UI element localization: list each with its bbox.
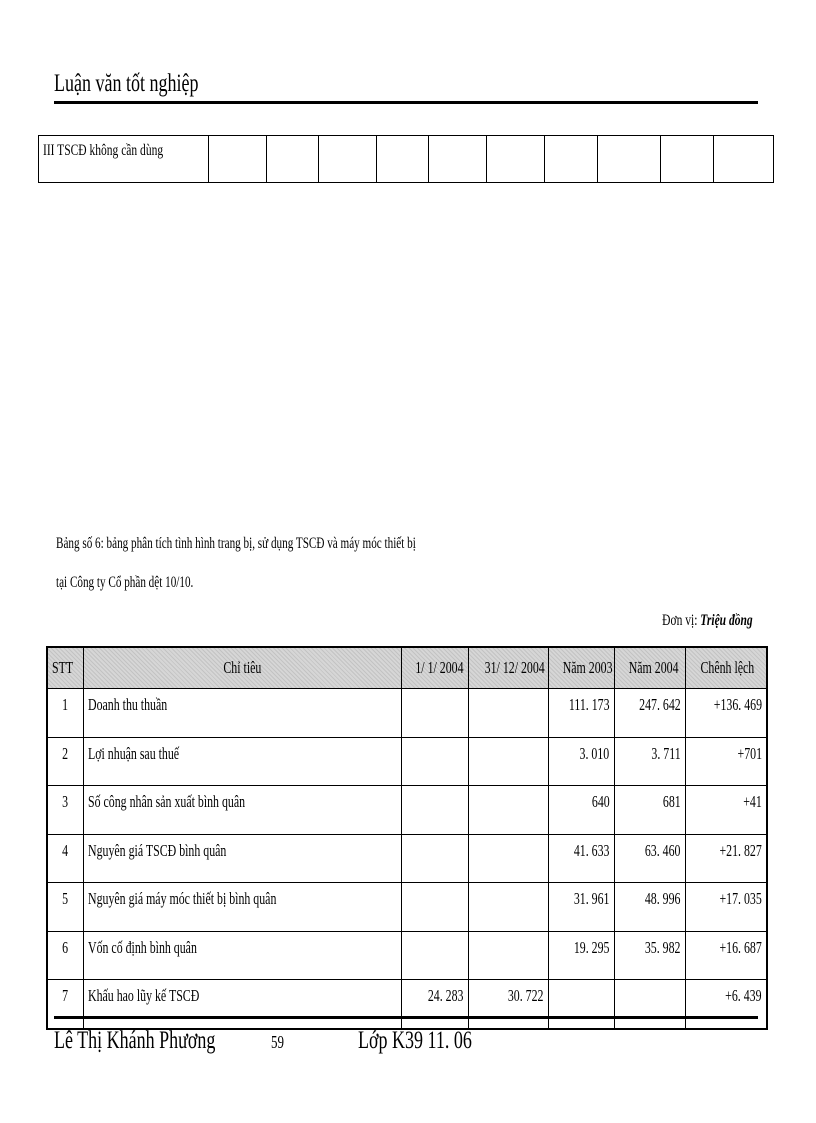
column-header-indicator: Chỉ tiêu: [83, 647, 401, 689]
indicator-cell: Khấu hao lũy kế TSCĐ: [83, 980, 401, 1029]
table-caption-line-2: tại Công ty Cổ phần dệt 10/10.: [56, 574, 194, 591]
table-cell: [545, 136, 598, 183]
start-2004-cell: 24. 283: [401, 980, 468, 1029]
indicator-cell: Lợi nhuận sau thuế: [83, 737, 401, 786]
row-label: III TSCĐ không cần dùng: [39, 136, 209, 183]
table-row: [47, 737, 767, 786]
column-header-year-2004: Năm 2004: [614, 647, 685, 689]
start-2004-cell: [401, 786, 468, 835]
stt-cell: 5: [47, 883, 83, 932]
page-number: 59: [271, 1032, 284, 1052]
stt-cell: 2: [47, 737, 83, 786]
year-2004-cell: 247. 642: [614, 689, 685, 738]
table-header-row: [47, 647, 767, 689]
year-2004-cell: 681: [614, 786, 685, 835]
indicator-cell: Vốn cố định bình quân: [83, 931, 401, 980]
difference-cell: +21. 827: [685, 834, 767, 883]
table-cell: [377, 136, 429, 183]
column-header-stt: STT: [47, 647, 83, 689]
footer-class: Lớp K39 11. 06: [358, 1027, 472, 1054]
year-2003-cell: 41. 633: [548, 834, 614, 883]
end-2004-cell: [468, 689, 548, 738]
table-cell: [598, 136, 661, 183]
difference-cell: +701: [685, 737, 767, 786]
end-2004-cell: [468, 931, 548, 980]
column-header-difference: Chênh lệch: [685, 647, 767, 689]
start-2004-cell: [401, 883, 468, 932]
stt-cell: 6: [47, 931, 83, 980]
document-header-title: Luận văn tốt nghiệp: [54, 70, 199, 97]
difference-cell: +41: [685, 786, 767, 835]
difference-cell: +6. 439: [685, 980, 767, 1029]
unit-value: Triệu đồng: [700, 612, 753, 629]
table-row: [47, 931, 767, 980]
table-row: [47, 786, 767, 835]
year-2003-cell: 111. 173: [548, 689, 614, 738]
year-2004-cell: 3. 711: [614, 737, 685, 786]
asset-analysis-table: [46, 646, 768, 1030]
continuation-table: [38, 135, 774, 183]
header-divider: [54, 101, 758, 104]
column-header-year-2003: Năm 2003: [548, 647, 614, 689]
year-2003-cell: 640: [548, 786, 614, 835]
table-cell: [487, 136, 545, 183]
year-2003-cell: 31. 961: [548, 883, 614, 932]
end-2004-cell: [468, 834, 548, 883]
table-cell: [714, 136, 774, 183]
stt-cell: 4: [47, 834, 83, 883]
difference-cell: +16. 687: [685, 931, 767, 980]
stt-cell: 3: [47, 786, 83, 835]
end-2004-cell: [468, 737, 548, 786]
start-2004-cell: [401, 834, 468, 883]
end-2004-cell: [468, 786, 548, 835]
difference-cell: +17. 035: [685, 883, 767, 932]
stt-cell: 7: [47, 980, 83, 1029]
unit-label: [627, 612, 753, 630]
column-header-end-2004: 31/ 12/ 2004: [468, 647, 548, 689]
table-caption-line-1: Bảng số 6: bảng phân tích tình hình trang bị, sử dụng TSCĐ và máy móc thiết bị: [56, 535, 416, 552]
end-2004-cell: [468, 883, 548, 932]
year-2003-cell: 3. 010: [548, 737, 614, 786]
start-2004-cell: [401, 737, 468, 786]
difference-cell: +136. 469: [685, 689, 767, 738]
unit-prefix: Đơn vị:: [662, 612, 701, 629]
year-2003-cell: [548, 980, 614, 1029]
year-2004-cell: 63. 460: [614, 834, 685, 883]
footer-divider: [54, 1016, 758, 1019]
year-2004-cell: 35. 982: [614, 931, 685, 980]
year-2003-cell: 19. 295: [548, 931, 614, 980]
indicator-cell: Nguyên giá máy móc thiết bị bình quân: [83, 883, 401, 932]
table-cell: [661, 136, 714, 183]
table-row: [47, 834, 767, 883]
stt-cell: 1: [47, 689, 83, 738]
table-cell: [267, 136, 319, 183]
footer-author: Lê Thị Khánh Phương: [54, 1027, 216, 1054]
indicator-cell: Nguyên giá TSCĐ bình quân: [83, 834, 401, 883]
table-row: [47, 883, 767, 932]
indicator-cell: Số công nhân sản xuất bình quân: [83, 786, 401, 835]
table-cell: [319, 136, 377, 183]
start-2004-cell: [401, 931, 468, 980]
end-2004-cell: 30. 722: [468, 980, 548, 1029]
year-2004-cell: [614, 980, 685, 1029]
start-2004-cell: [401, 689, 468, 738]
year-2004-cell: 48. 996: [614, 883, 685, 932]
table-row: [47, 980, 767, 1029]
table-cell: [429, 136, 487, 183]
table-cell: [209, 136, 267, 183]
indicator-cell: Doanh thu thuần: [83, 689, 401, 738]
column-header-start-2004: 1/ 1/ 2004: [401, 647, 468, 689]
table-row: [47, 689, 767, 738]
table-row: [39, 136, 774, 183]
